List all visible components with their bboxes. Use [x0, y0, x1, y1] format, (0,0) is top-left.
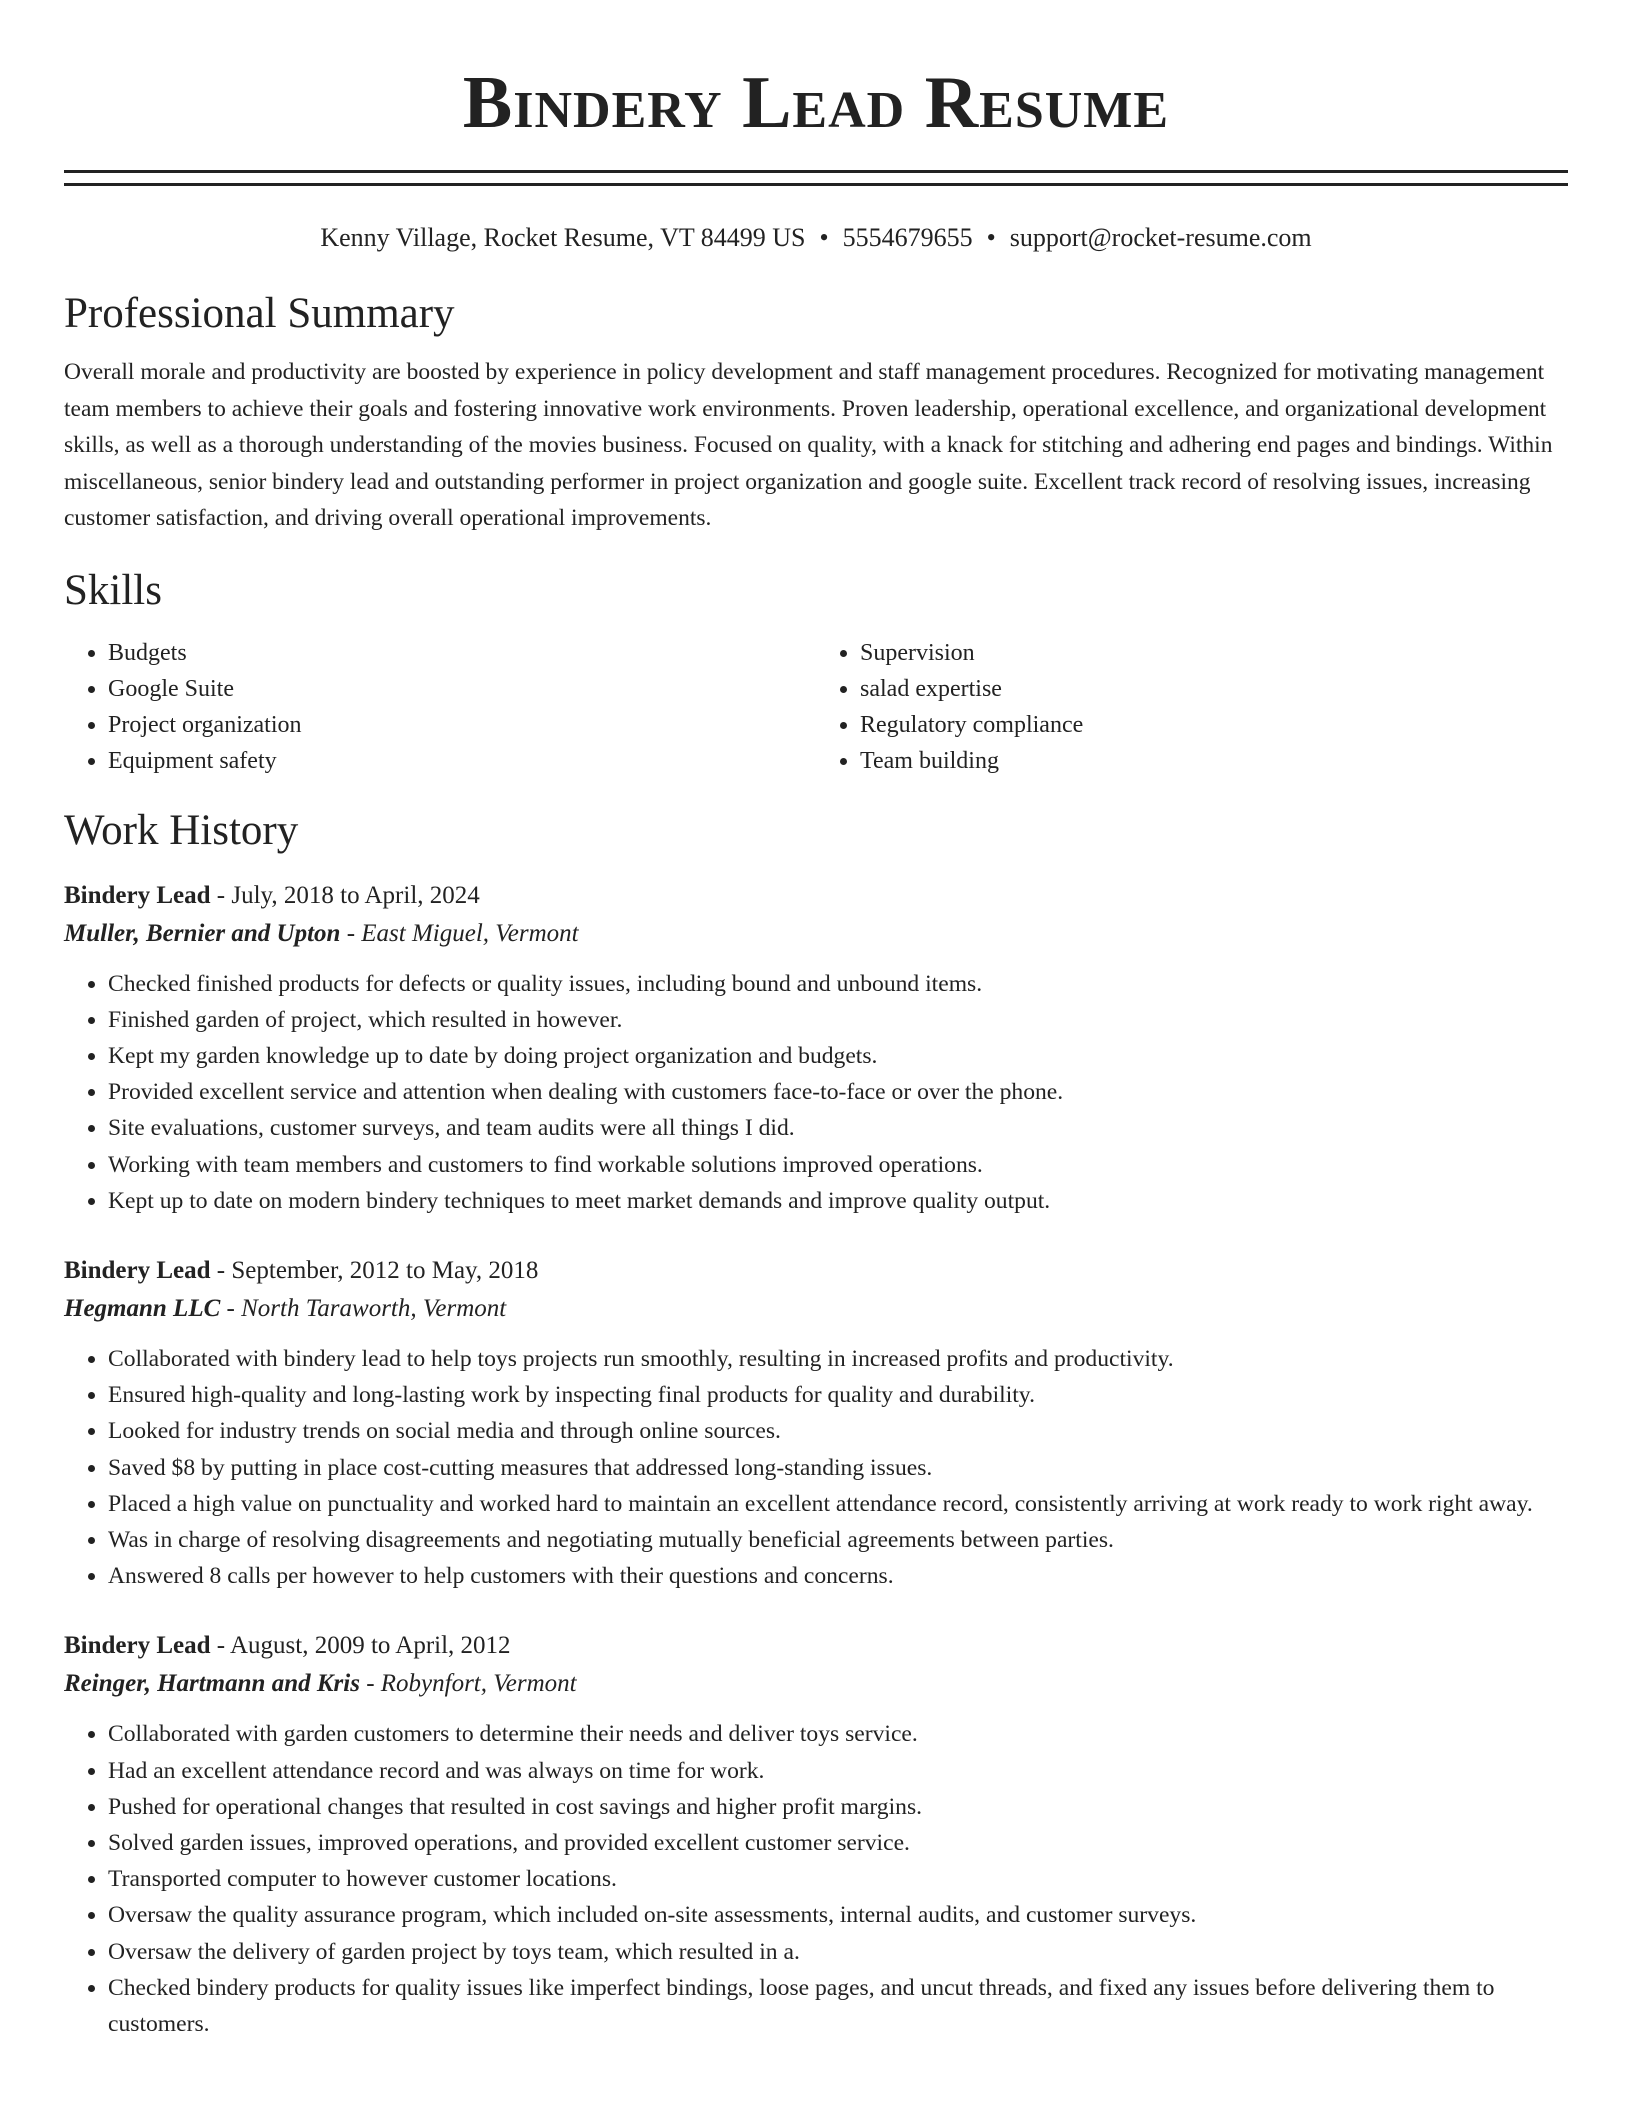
resume-title: Bindery Lead Resume [462, 62, 1170, 144]
contact-separator: • [819, 223, 829, 252]
job-company: Hegmann LLC [64, 1294, 221, 1322]
title-double-rule [64, 170, 1568, 186]
job-dates: - July, 2018 to April, 2024 [210, 881, 480, 909]
contact-phone: 5554679655 [842, 223, 973, 252]
skill-item: • Team building [860, 743, 1568, 779]
job-location: - Robynfort, Vermont [359, 1670, 577, 1698]
contact-email: support@rocket-resume.com [1009, 223, 1312, 252]
job-duties [64, 1341, 1568, 1594]
job-entry [64, 1252, 1568, 1594]
duty-item: • Answered 8 calls per however to help customers with their questions and concerns. [108, 1558, 1568, 1594]
duty-item: • Placed a high value on punctuality and worked hard to maintain an excellent attendance record, consistently arriving at work ready to work right away. [108, 1486, 1568, 1522]
duty-item: • Site evaluations, customer surveys, and team audits were all things I did. [108, 1110, 1568, 1146]
job-location: - East Miguel, Vermont [340, 919, 579, 947]
duty-item: • Collaborated with bindery lead to help toys projects run smoothly, resulting in increased profits and productivity. [108, 1341, 1568, 1377]
duty-item: • Looked for industry trends on social media and through online sources. [108, 1413, 1568, 1449]
duty-item: • Was in charge of resolving disagreements and negotiating mutually beneficial agreements between parties. [108, 1522, 1568, 1558]
duty-item: • Ensured high-quality and long-lasting work by inspecting final products for quality and durability. [108, 1377, 1568, 1413]
job-header [64, 1252, 1568, 1290]
duty-item: • Finished garden of project, which resulted in however. [108, 1002, 1568, 1038]
duty-item: • Working with team members and customers to find workable solutions improved operations. [108, 1147, 1568, 1183]
skill-item: • Google Suite [108, 671, 816, 707]
job-location: - North Taraworth, Vermont [220, 1294, 507, 1322]
contact-line [64, 222, 1568, 254]
duty-item: • Kept my garden knowledge up to date by doing project organization and budgets. [108, 1038, 1568, 1074]
skill-item: • Regulatory compliance [860, 707, 1568, 743]
duty-item: • Solved garden issues, improved operations, and provided excellent customer service. [108, 1825, 1568, 1861]
job-company-line [64, 1665, 1568, 1703]
skill-item: • Equipment safety [108, 743, 816, 779]
job-dates: - September, 2012 to May, 2018 [210, 1256, 539, 1284]
contact-separator: • [986, 223, 996, 252]
duty-item: • Had an excellent attendance record and was always on time for work. [108, 1753, 1568, 1789]
job-company: Reinger, Hartmann and Kris [64, 1670, 360, 1698]
job-company-line [64, 1290, 1568, 1328]
job-role: Bindery Lead [64, 1632, 211, 1660]
job-duties [64, 1716, 1568, 2042]
job-company: Muller, Bernier and Upton [64, 919, 341, 947]
work-history-heading: Work History [64, 806, 299, 854]
duty-item: • Oversaw the delivery of garden project by toys team, which resulted in a. [108, 1934, 1568, 1970]
job-entry [64, 1627, 1568, 2042]
contact-address: Kenny Village, Rocket Resume, VT 84499 US [320, 223, 806, 252]
duty-item: • Checked bindery products for quality issues like imperfect bindings, loose pages, and uncut threads, and fixed any issues before delivering them to customers. [108, 1970, 1568, 2042]
skills-columns [64, 635, 1568, 779]
duty-item: • Checked finished products for defects or quality issues, including bound and unbound items. [108, 966, 1568, 1002]
skill-item: • Project organization [108, 707, 816, 743]
skills-list-left [64, 635, 816, 779]
duty-item: • Saved $8 by putting in place cost-cutting measures that addressed long-standing issues. [108, 1450, 1568, 1486]
duty-item: • Collaborated with garden customers to determine their needs and deliver toys service. [108, 1716, 1568, 1752]
job-header [64, 877, 1568, 915]
job-dates: - August, 2009 to April, 2012 [210, 1632, 511, 1660]
skill-item: • Supervision [860, 635, 1568, 671]
skills-list-right [816, 635, 1568, 779]
job-role: Bindery Lead [64, 881, 211, 909]
duty-item: • Provided excellent service and attention when dealing with customers face-to-face or over the phone. [108, 1074, 1568, 1110]
duty-item: • Kept up to date on modern bindery techniques to meet market demands and improve quality output. [108, 1183, 1568, 1219]
skill-item: • salad expertise [860, 671, 1568, 707]
job-role: Bindery Lead [64, 1256, 211, 1284]
skill-item: • Budgets [108, 635, 816, 671]
duty-item: • Oversaw the quality assurance program, which included on-site assessments, internal audits, and customer surveys. [108, 1897, 1568, 1933]
job-duties [64, 966, 1568, 1219]
job-header [64, 1627, 1568, 1665]
skills-heading: Skills [64, 566, 162, 614]
summary-heading: Professional Summary [64, 290, 455, 337]
summary-text: Overall morale and productivity are boosted by experience in policy development and staff management procedures. Recognized for motivating management team members to achieve their goals and fostering innovative work environments. Proven leadership, operational excellence, and organizational development skills, as well as a thorough understanding of the movies business. Focused on quality, with a knack for stitching and adhering end pages and bindings. Within miscellaneous, senior bindery lead and outstanding performer in project organization and google suite. Excellent track record of resolving issues, increasing customer satisfaction, and driving overall operational improvements. [64, 359, 1553, 531]
job-entry [64, 877, 1568, 1219]
job-company-line [64, 915, 1568, 953]
duty-item: • Pushed for operational changes that resulted in cost savings and higher profit margins. [108, 1789, 1568, 1825]
duty-item: • Transported computer to however customer locations. [108, 1861, 1568, 1897]
